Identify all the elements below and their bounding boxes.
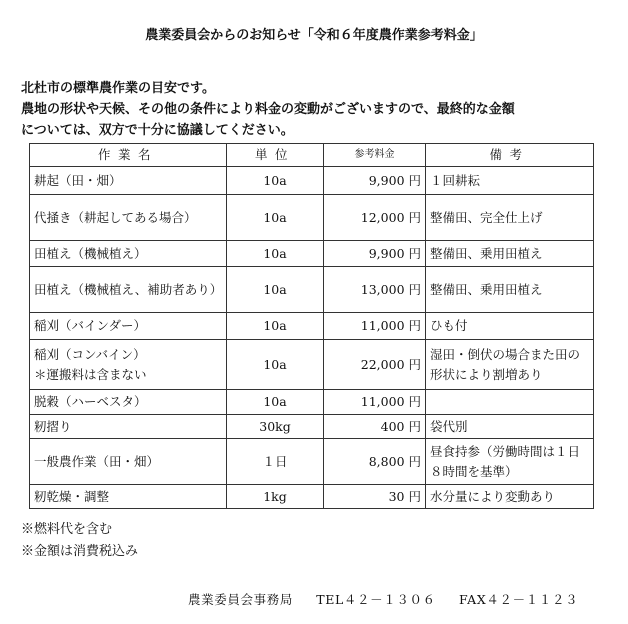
cell-fee: 13,000 円	[324, 267, 426, 313]
cell-note: 整備田、完全仕上げ	[426, 195, 594, 241]
cell-unit: 10a	[227, 167, 324, 195]
table-row	[30, 390, 594, 415]
cell-work-name: 田植え（機械植え、補助者あり）	[30, 267, 227, 313]
cell-note: １回耕耘	[426, 167, 594, 195]
footnote-tax: ※金額は消費税込み	[21, 544, 139, 559]
intro-line-2: 農地の形状や天候、その他の条件により料金の変動がございますので、最終的な金額	[21, 102, 515, 117]
cell-unit: 10a	[227, 267, 324, 313]
footnotes	[21, 519, 138, 563]
office-name: 農業委員会事務局	[188, 592, 294, 607]
contact-footer	[188, 590, 578, 608]
cell-note: 整備田、乗用田植え	[426, 267, 594, 313]
table-row	[30, 313, 594, 340]
intro-text	[21, 78, 611, 141]
cell-unit: 30kg	[227, 415, 324, 439]
table-row	[30, 439, 594, 485]
cell-note	[426, 390, 594, 415]
table-row	[30, 267, 594, 313]
cell-fee: 9,900 円	[324, 167, 426, 195]
table-header-row	[30, 144, 594, 167]
fax-number: FAX４２－１１２３	[458, 592, 579, 607]
cell-fee: 22,000 円	[324, 340, 426, 390]
cell-fee: 30 円	[324, 485, 426, 509]
work-name-subnote: ＊運搬料は含まない	[34, 366, 147, 382]
cell-fee: 11,000 円	[324, 313, 426, 340]
cell-fee: 12,000 円	[324, 195, 426, 241]
cell-unit: 10a	[227, 195, 324, 241]
cell-work-name: 籾摺り	[30, 415, 227, 439]
header-unit: 単位	[227, 144, 324, 167]
intro-line-1: 北杜市の標準農作業の目安です。	[21, 81, 215, 96]
cell-unit: １日	[227, 439, 324, 485]
cell-work-name: 一般農作業（田・畑）	[30, 439, 227, 485]
cell-note: 袋代別	[426, 415, 594, 439]
fee-table	[29, 143, 594, 509]
intro-line-3: については、双方で十分に協議してください。	[21, 123, 294, 138]
footnote-fuel: ※燃料代を含む	[21, 522, 113, 537]
cell-note: 水分量により変動あり	[426, 485, 594, 509]
table-row	[30, 485, 594, 509]
header-work-name: 作業名	[30, 144, 227, 167]
cell-work-name: 代掻き（耕起してある場合）	[30, 195, 227, 241]
table-row	[30, 241, 594, 267]
header-note: 備考	[426, 144, 594, 167]
cell-fee: 400 円	[324, 415, 426, 439]
cell-unit: 10a	[227, 241, 324, 267]
header-fee: 参考料金	[324, 144, 426, 167]
cell-unit: 10a	[227, 313, 324, 340]
work-name-line: 稲刈（コンバイン）	[34, 346, 146, 362]
cell-work-name: 稲刈（バインダー）	[30, 313, 227, 340]
phone-number: TEL４２－１３０６	[316, 592, 436, 607]
cell-work-name: 脱穀（ハーベスタ）	[30, 390, 227, 415]
cell-work-name: 耕起（田・畑）	[30, 167, 227, 195]
table-row	[30, 167, 594, 195]
cell-fee: 11,000 円	[324, 390, 426, 415]
table-row	[30, 415, 594, 439]
cell-note: ひも付	[426, 313, 594, 340]
cell-fee: 9,900 円	[324, 241, 426, 267]
cell-work-name	[30, 340, 227, 390]
cell-note: 湿田・倒伏の場合また田の形状により割増あり	[426, 340, 594, 390]
cell-fee: 8,800 円	[324, 439, 426, 485]
cell-note: 整備田、乗用田植え	[426, 241, 594, 267]
document-title: 農業委員会からのお知らせ「令和６年度農作業参考料金」	[145, 28, 483, 43]
cell-unit: 10a	[227, 390, 324, 415]
table-row	[30, 195, 594, 241]
cell-unit: 1kg	[227, 485, 324, 509]
table-row	[30, 340, 594, 390]
cell-unit: 10a	[227, 340, 324, 390]
cell-work-name: 田植え（機械植え）	[30, 241, 227, 267]
cell-note: 昼食持参（労働時間は１日８時間を基準）	[426, 439, 594, 485]
cell-work-name: 籾乾燥・調整	[30, 485, 227, 509]
